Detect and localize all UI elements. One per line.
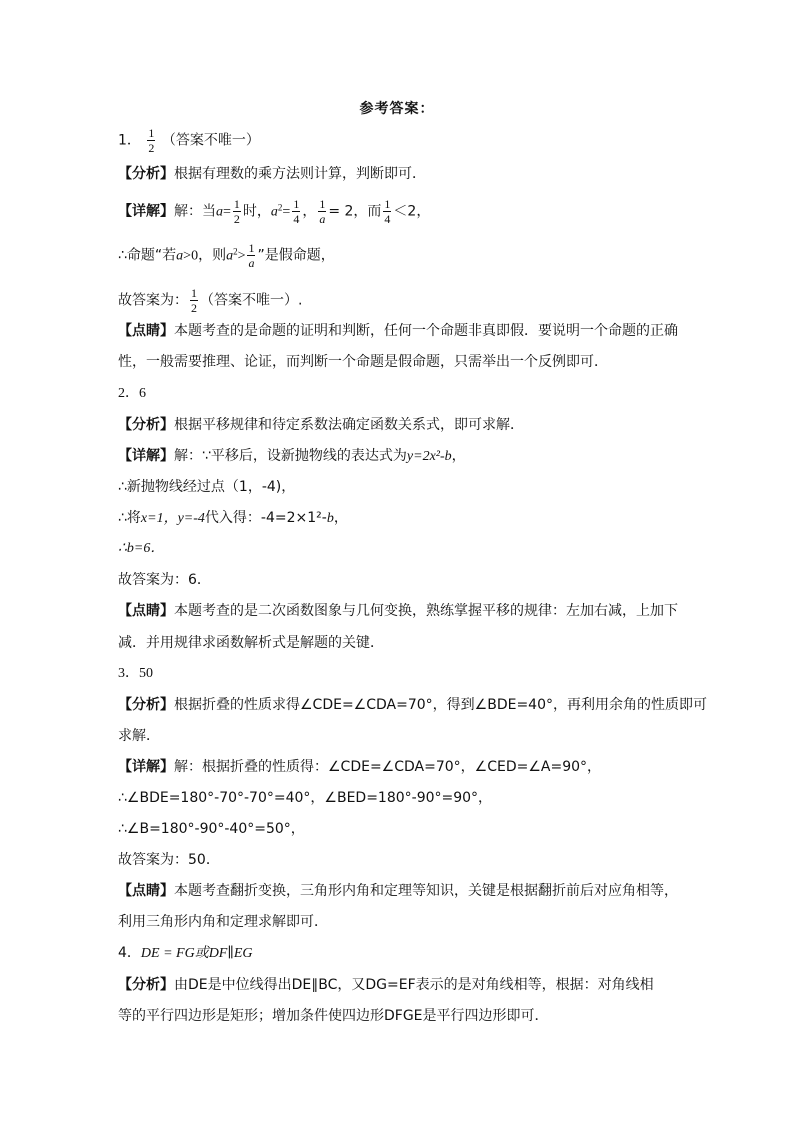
q2-detail: 【详解】解：∵平移后，设新抛物线的表达式为y=2x²-b，: [118, 448, 466, 464]
q1-note: （答案不唯一）: [161, 132, 260, 149]
q4-analysis-1: 【分析】由DE是中位线得出DE∥BC，又DG=EF表示的是对角线相等，根据：对角线相: [118, 977, 654, 993]
q2-step-4: ∴b=6．: [118, 541, 165, 556]
q3-final-answer: 故答案为：50．: [118, 852, 220, 868]
q1-number: 1．: [118, 132, 141, 149]
q1-analysis: [118, 164, 688, 184]
q3-comment-1: 【点睛】本题考查翻折变换，三角形内角和定理等知识，关键是根据翻折前后对应角相等，: [118, 883, 678, 899]
q1-analysis-text: 根据有理数的乘方法则计算，判断即可．: [174, 166, 426, 182]
q2-step-3: ∴将x=1，y=-4代入得：-4=2×1²-b，: [118, 510, 348, 526]
q1-comment-1: 【点睛】本题考查的是命题的证明和判断，任何一个命题非真即假．要说明一个命题的正确: [118, 323, 678, 339]
q1-conclusion: ∴命题“若a>0，则$a^2>$ $\frac{1}{a}$ ”是假命题，: [118, 241, 335, 270]
q2-comment-2: 减．并用规律求函数解析式是解题的关键．: [118, 635, 384, 651]
q1-final-answer: 故答案为： $\frac{1}{2}$ （答案不唯一）.: [118, 286, 303, 315]
q2-final-answer: 故答案为：6．: [118, 572, 211, 588]
q3-step-2: ∴∠BDE=180°-70°-70°=40°，∠BED=180°-90°=90°，: [118, 790, 493, 806]
q3-step-3: ∴∠B=180°-90°-40°=50°，: [118, 821, 305, 837]
q3-analysis-1: 【分析】根据折叠的性质求得∠CDE=∠CDA=70°，得到∠BDE=40°，再利用余角的性质即可: [118, 697, 707, 713]
q3-comment-2: 利用三角形内角和定理求解即可．: [118, 914, 328, 930]
q1-comment-2: 性，一般需要推理、论证，而判断一个命题是假命题，只需举出一个反例即可．: [118, 354, 608, 370]
q2-comment-1: 【点睛】本题考查的是二次函数图象与几何变换，熟练掌握平移的规律：左加右减，上加下: [118, 603, 678, 619]
q3-detail: 【详解】解：根据折叠的性质得：∠CDE=∠CDA=70°，∠CED=∠A=90°，: [118, 759, 602, 775]
q1-detail: 【详解】解：当a= $\frac{1}{2}$ 时，$a^2=$ $\frac{1}{4}$ ， $\frac{1}{a}$ = 2，而 $\frac{1}{4}$ ＜2，: [118, 197, 431, 226]
q4-answer-line: 4．DE = FG或DF∥EG: [118, 945, 253, 961]
comment-tag: 【点睛】: [118, 323, 174, 339]
q2-analysis: 【分析】根据平移规律和待定系数法确定函数关系式，即可求解．: [118, 417, 524, 433]
q3-analysis-2: 求解．: [118, 728, 160, 744]
analysis-tag: 【分析】: [118, 166, 174, 182]
q2-answer-line: 2．6: [118, 386, 146, 401]
q1-answer-line: [118, 126, 688, 155]
detail-tag: 【详解】: [118, 203, 174, 220]
q3-answer-line: 3．50: [118, 666, 153, 681]
q2-step-2: ∴新抛物线经过点（1，-4)，: [118, 479, 296, 495]
q1-answer-fraction: $\frac{1}{2}$: [148, 126, 155, 155]
page-title: 参考答案：: [359, 101, 435, 117]
q4-analysis-2: 等的平行四边形是矩形；增加条件使四边形DFGE是平行四边形即可．: [118, 1008, 549, 1024]
